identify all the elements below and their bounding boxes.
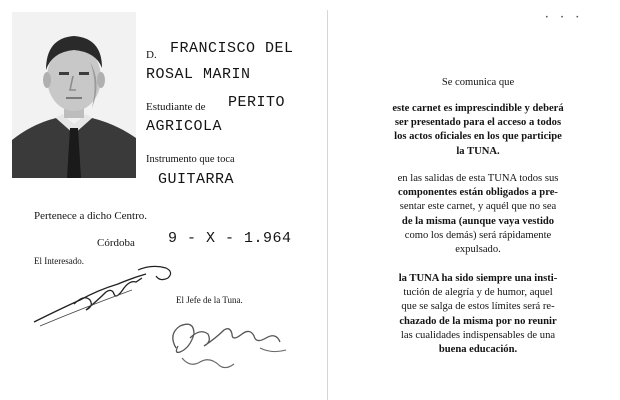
rule3-line: tución de alegría y de humor, aquel	[403, 287, 553, 299]
chief-signature	[160, 308, 300, 378]
rule1-line: la TUNA.	[456, 145, 500, 157]
instrument-value: GUITARRA	[158, 171, 235, 188]
rule2-line: sentar este carnet, y aquél que no sea	[399, 201, 557, 213]
rule2-line: de la misma (aunque vaya vestido	[401, 215, 555, 227]
member-name-line2: ROSAL MARIN	[146, 66, 251, 83]
chief-label: El Jefe de la Tuna.	[176, 295, 243, 305]
rule3-line: buena educación.	[438, 344, 518, 356]
rule1-line: los actos oficiales en los que participe	[394, 131, 562, 143]
study-line2: AGRICOLA	[146, 118, 223, 135]
belongs-text: Pertenece a dicho Centro.	[34, 210, 148, 222]
rule-paragraph-2	[355, 172, 601, 257]
rule1-line: ser presentado para el acceso a todos	[394, 117, 562, 129]
rule2-line: expulsado.	[455, 244, 501, 256]
intro-text: Se comunica que	[441, 77, 515, 88]
corner-marks: • • •	[545, 14, 584, 21]
student-label: Estudiante de	[146, 101, 206, 113]
instrument-label: Instrumento que toca	[146, 154, 235, 165]
rule3-line: las cualidades indispensables de una	[400, 329, 556, 341]
interested-label: El Interesado.	[34, 256, 84, 266]
rule2-line: como los demás) será rápidamente	[404, 229, 552, 241]
rule3-line: chazado de la misma por no reunir	[399, 315, 557, 327]
rule2-line: componentes están obligados a pre-	[398, 187, 558, 199]
rule3-line: que se salga de estos límites será re-	[401, 301, 555, 313]
study-line1: PERITO	[228, 94, 286, 111]
issue-city: Córdoba	[97, 237, 135, 249]
rule3-line: la TUNA ha sido siempre una insti-	[398, 273, 558, 284]
rule-paragraph-1	[355, 102, 601, 159]
issue-date: 9 - X - 1.964	[168, 230, 292, 247]
member-name-line1: FRANCISCO DEL	[170, 40, 294, 57]
member-photo	[12, 12, 136, 178]
rule1-line: este carnet es imprescindible y deberá	[392, 103, 564, 114]
card-fold-line	[327, 10, 328, 400]
rule2-line: en las salidas de esta TUNA todos sus	[397, 173, 559, 184]
rule-paragraph-3	[355, 272, 601, 357]
name-prefix: D.	[146, 49, 157, 61]
